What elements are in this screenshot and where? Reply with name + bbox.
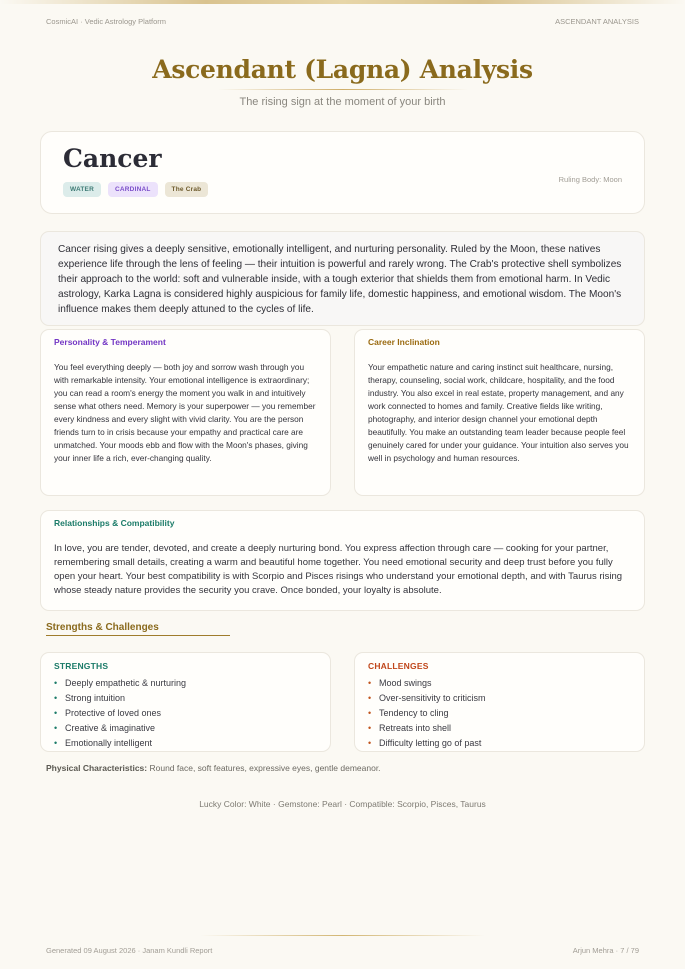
list-item-text: Mood swings <box>379 678 432 688</box>
list-item <box>368 721 486 736</box>
page-footer <box>46 946 639 955</box>
strengths-card <box>40 652 331 752</box>
bullet-icon: • <box>54 678 58 688</box>
title-underline <box>218 89 468 90</box>
sign-name: Cancer <box>63 144 162 173</box>
relationships-text: In love, you are tender, devoted, and create a deeply nurturing bond. You express affection through care — cooking for your partner, remembering small details, creating a warm and beautiful home together. You need emotional security and deep trust before you fully open your heart. Your best compatibility is with Scorpio and Pisces risings who understand your emotional depth, and with Taurus rising whose steady nature provides the security you crave. Once bonded, your loyalty is absolute. <box>54 543 623 596</box>
list-item <box>54 676 186 691</box>
list-item <box>368 676 486 691</box>
bullet-icon: • <box>54 738 58 748</box>
symbol-tag: The Crab <box>165 182 209 197</box>
page-header <box>46 17 639 26</box>
relationships-title: Relationships & Compatibility <box>54 518 175 528</box>
list-item-text: Retreats into shell <box>379 723 452 733</box>
bullet-icon: • <box>368 693 372 703</box>
page-title: Ascendant (Lagna) Analysis <box>152 55 533 84</box>
intro-text: Cancer rising gives a deeply sensitive, emotionally intelligent, and nurturing personality. Ruled by the Moon, these natives experience life through the lens of feeling — their intuition is powerful and rarely wrong. The Crab's protective shell symbolizes their approach to the world: soft and vulnerable inside, with a tough exterior that shields them from emotional harm. In Vedic astrology, Karka Lagna is considered highly auspicious for family life, domestic happiness, and emotional wisdom. The Moon's influence makes them deeply attuned to the cycles of life. <box>58 244 622 315</box>
list-item-text: Difficulty letting go of past <box>379 738 482 748</box>
header-section: ASCENDANT ANALYSIS <box>555 17 639 26</box>
list-item-text: Emotionally intelligent <box>65 738 153 748</box>
strengths-section-title: Strengths & Challenges <box>46 622 159 633</box>
section-underline <box>46 635 230 636</box>
intro-card <box>40 231 645 326</box>
element-tag: WATER <box>63 182 101 197</box>
personality-title: Personality & Temperament <box>54 337 166 347</box>
list-item <box>54 691 186 706</box>
list-item-text: Creative & imaginative <box>65 723 156 733</box>
challenges-title: CHALLENGES <box>368 661 429 671</box>
physical-characteristics <box>46 763 381 773</box>
bullet-icon: • <box>54 708 58 718</box>
challenges-list <box>368 676 486 751</box>
sign-card <box>40 131 645 214</box>
list-item-text: Deeply empathetic & nurturing <box>65 678 187 688</box>
bullet-icon: • <box>54 723 58 733</box>
list-item-text: Strong intuition <box>65 693 126 703</box>
header-brand: CosmicAI · Vedic Astrology Platform <box>46 17 167 26</box>
footer-page-info: Arjun Mehra · 7 / 79 <box>572 946 639 955</box>
list-item-text: Over-sensitivity to criticism <box>379 693 486 703</box>
relationships-card <box>40 510 645 611</box>
physical-label: Physical Characteristics: <box>46 763 148 773</box>
personality-text: You feel everything deeply — both joy and sorrow wash through you with remarkable intensity. Your emotional intelligence is extraordinary; you can read a room's energy the moment you walk in and intuitively sense what others need. Memory is your superpower — you remember every kindness and every slight with vivid clarity. You are the person friends turn to in crisis because your empathy and practical care are unmatched. Your moods ebb and flow with the Moon's phases, giving your inner life a rich, ever-changing quality. <box>54 362 316 463</box>
bullet-icon: • <box>368 723 372 733</box>
personality-card <box>40 329 331 496</box>
footer-generated: Generated 09 August 2026 · Janam Kundli Report <box>46 946 213 955</box>
career-card <box>354 329 645 496</box>
strengths-list <box>54 676 186 751</box>
page-subtitle: The rising sign at the moment of your birth <box>239 96 446 108</box>
top-decorative-rule <box>0 0 685 4</box>
physical-text: Round face, soft features, expressive eyes, gentle demeanor. <box>149 763 381 773</box>
list-item <box>54 736 186 751</box>
career-text: Your empathetic nature and caring instinct suit healthcare, nursing, therapy, counseling, social work, childcare, hospitality, and the food industry. You also excel in real estate, property management, and any work connected to homes and family. Creative fields like writing, photography, and interior design channel your emotional depth beautifully. You make an outstanding team leader because people feel genuinely cared for under your guidance. Your intuition also serves you well in psychology and human resources. <box>368 362 629 463</box>
challenges-card <box>354 652 645 752</box>
bullet-icon: • <box>54 693 58 703</box>
career-title: Career Inclination <box>368 337 440 347</box>
list-item <box>368 736 486 751</box>
list-item <box>368 706 486 721</box>
ruling-body: Ruling Body: Moon <box>558 175 622 184</box>
list-item <box>54 721 186 736</box>
footer-rule <box>200 935 485 936</box>
bullet-icon: • <box>368 708 372 718</box>
modality-tag: CARDINAL <box>108 182 158 197</box>
strengths-title: STRENGTHS <box>54 661 109 671</box>
bullet-icon: • <box>368 738 372 748</box>
list-item <box>54 706 186 721</box>
list-item-text: Protective of loved ones <box>65 708 162 718</box>
bullet-icon: • <box>368 678 372 688</box>
sign-tags <box>63 182 208 197</box>
list-item <box>368 691 486 706</box>
list-item-text: Tendency to cling <box>379 708 449 718</box>
lucky-summary: Lucky Color: White · Gemstone: Pearl · Compatible: Scorpio, Pisces, Taurus <box>199 799 486 809</box>
